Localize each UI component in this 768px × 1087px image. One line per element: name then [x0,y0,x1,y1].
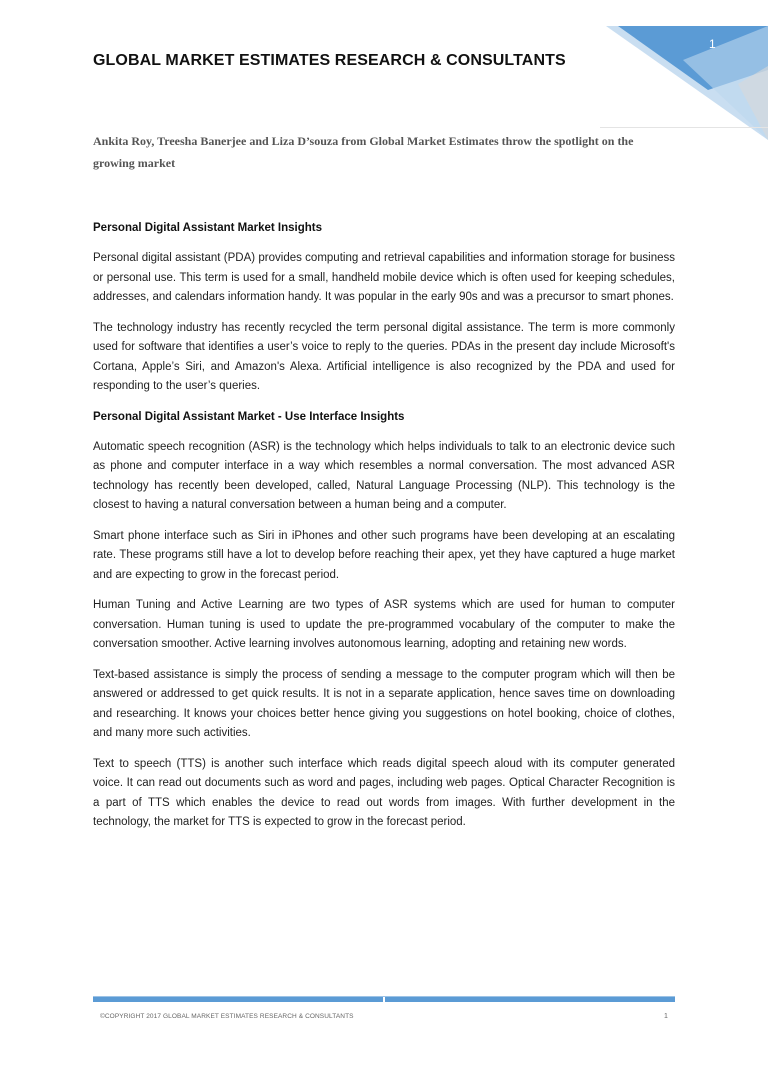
paragraph: Human Tuning and Active Learning are two types of ASR systems which are used for human to computer conversation. Human tuning is used to update the pre-programmed vocabulary of the computer to make the conversation smoother. Active learning involves autonomous learning, adopting and retaining new words. [93,599,675,650]
footer-copyright: ©COPYRIGHT 2017 GLOBAL MARKET ESTIMATES RESEARCH & CONSULTANTS [100,1013,354,1020]
paragraph: Text-based assistance is simply the process of sending a message to the computer program which will then be answered or addressed to get quick results. It is not in a separate application, hence saves time on downloading and researching. It knows your choices better hence giving you suggestions on hotel booking, choice of clothes, and many more such activities. [93,668,675,739]
footer-divider [93,996,675,1002]
page-title: GLOBAL MARKET ESTIMATES RESEARCH & CONSULTANTS [93,52,566,69]
paragraph: Automatic speech recognition (ASR) is the technology which helps individuals to talk to an electronic device such as phone and computer interface in a way which resembles a normal conversation. The most advanced ASR technology has recently been developed, called, Natural Language Processing (NLP). This technology is the closest to having a natural conversation between a human being and a computer. [93,440,675,511]
paragraph: Smart phone interface such as Siri in iPhones and other such programs have been developing at an escalating rate. These programs still have a lot to develop before reaching their apex, yet they have captured a huge market and are expecting to grow in the forecast period. [93,529,675,581]
header-corner-graphic [588,0,768,140]
paragraph: Text to speech (TTS) is another such interface which reads digital speech aloud with its computer generated voice. It can read out documents such as word and pages, including web pages. Optical Character Recognition is a part of TTS which enables the device to read out words from images. With further development in the technology, the market for TTS is expected to grow in the forecast period. [93,757,675,828]
author-byline: Ankita Roy, Treesha Banerjee and Liza D’souza from Global Market Estimates throw the spotlight on the growing market [93,134,634,170]
header-page-number: 1 [709,37,716,51]
paragraph: Personal digital assistant (PDA) provides computing and retrieval capabilities and information storage for business or personal use. This term is used for a small, handheld mobile device which is often used for keeping schedules, addresses, and calendars information handy. It was popular in the early 90s and was a precursor to smart phones. [93,252,675,303]
footer-page-number: 1 [664,1013,668,1020]
paragraph: The technology industry has recently recycled the term personal digital assistance. The term is more commonly used for software that identifies a user’s voice to reply to the queries. PDAs in the present day include Microsoft's Cortana, Apple’s Siri, and Amazon's Alexa. Artificial intelligence is also recognized by the PDA and used for responding to the user’s queries. [93,321,675,392]
section-heading: Personal Digital Assistant Market Insights [93,222,322,234]
header-divider [600,127,768,128]
document-body [93,219,675,844]
section-heading: Personal Digital Assistant Market - Use Interface Insights [93,410,405,423]
